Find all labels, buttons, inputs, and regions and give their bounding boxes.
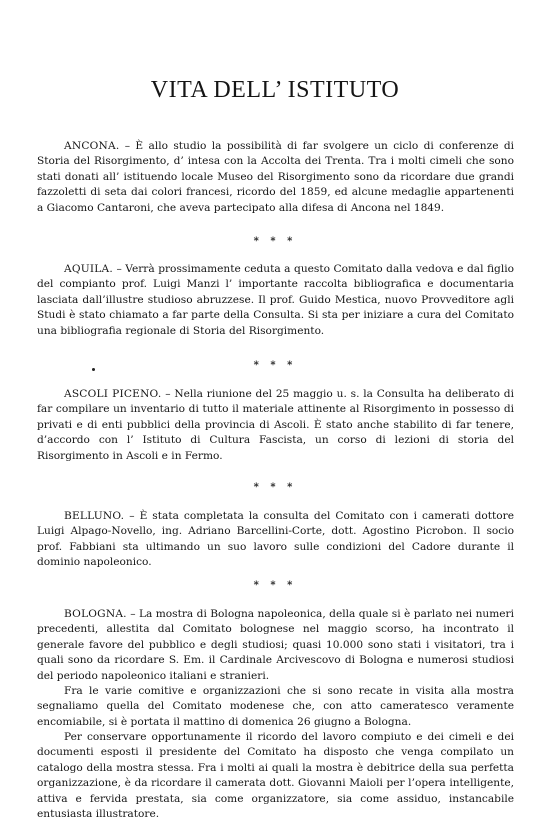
section-bologna-paragraph-2: Fra le varie comitive e organizzazioni che si sono recate in visita alla mostra segnaliamo quella del Comitato modenese che, con atto cameratesco veramente encomiabile, si è portata il mattino di domenica 26 giugno a Bologna. — [37, 685, 514, 728]
section-bologna — [37, 607, 514, 684]
section-lead: ANCONA. — [64, 140, 120, 152]
section-ancona — [37, 139, 514, 216]
section-lead: AQUILA. — [64, 263, 113, 275]
section-text: – La mostra di Bologna napoleonica, della quale si è parlato nei numeri precedenti, allestita dal Comitato bolognese nel maggio scorso, ha incontrato il generale favore del pubblico e degli studiosi; quasi 10.000 sono stati i visitatori, tra i quali sono da ricordare S. Em. il Cardinale Arcivescovo di Bologna e numerosi studiosi del periodo napoleonico italiani e stranieri. — [37, 608, 514, 682]
section-belluno — [37, 509, 514, 571]
section-lead: BELLUNO. — [64, 510, 125, 522]
section-lead: BOLOGNA. — [64, 608, 127, 620]
page-title: VITA DELL’ ISTITUTO — [150, 77, 400, 103]
separator: * * * — [253, 580, 297, 591]
section-text: – Nella riunione del 25 maggio u. s. la Consulta ha deliberato di far compilare un inventario di tutto il materiale attinente al Risorgimento in possesso di privati e di enti pubblici della provincia di Ascoli. È stato anche stabilito di far tenere, d’accordo con l’ Istituto di Cultura Fascista, un corso di lezioni di storia del Risorgimento in Ascoli e in Fermo. — [37, 388, 514, 462]
section-bologna-paragraph-3: Per conservare opportunamente il ricordo del lavoro compiuto e dei cimeli e dei documenti esposti il presidente del Comitato ha disposto che venga compilato un catalogo della mostra stessa. Fra i molti ai quali la mostra è debitrice della sua perfetta organizzazione, è da ricordare il camerata dott. Giovanni Maioli per l’opera intelligente, attiva e fervida prestata, sia come organizzatore, sia come assiduo, instancabile entusiasta illustratore. — [37, 731, 514, 821]
section-text: – Verrà prossimamente ceduta a questo Comitato dalla vedova e dal figlio del compianto prof. Luigi Manzi l’ importante raccolta bibliografica e documentaria lasciata dall’illustre studioso abruzzese. Il prof. Guido Mestica, nuovo Provveditore agli Studi è stato chiamato a far parte della Consulta. Si sta per iniziare a cura del Comitato una bibliografia regionale di Storia del Risorgimento. — [37, 263, 514, 337]
separator: * * * — [253, 236, 297, 247]
section-lead: ASCOLI PICENO. — [64, 388, 162, 400]
section-aquila — [37, 262, 514, 339]
section-text: – È stata completata la consulta del Comitato con i camerati dottore Luigi Alpago-Novello, ing. Adriano Barcellini-Corte, dott. Agostino Picrobon. Il socio prof. Fabbiani sta ultimando un suo lavoro sulle condizioni del Cadore durante il dominio napoleonico. — [37, 510, 514, 569]
separator: * * * — [253, 482, 297, 493]
section-ascoli-piceno — [37, 387, 514, 464]
separator: * * * — [253, 360, 297, 371]
section-text: – È allo studio la possibilità di far svolgere un ciclo di conferenze di Storia del Risorgimento, d’ intesa con la Accolta dei Trenta. Tra i molti cimeli che sono stati donati all’ istituendo locale Museo del Risorgimento sono da ricordare due grandi fazzoletti di seta dai colori francesi, ricordo del 1859, ed alcune medaglie appartenenti a Giacomo Cantaroni, che aveva partecipato alla difesa di Ancona nel 1849. — [37, 140, 514, 214]
